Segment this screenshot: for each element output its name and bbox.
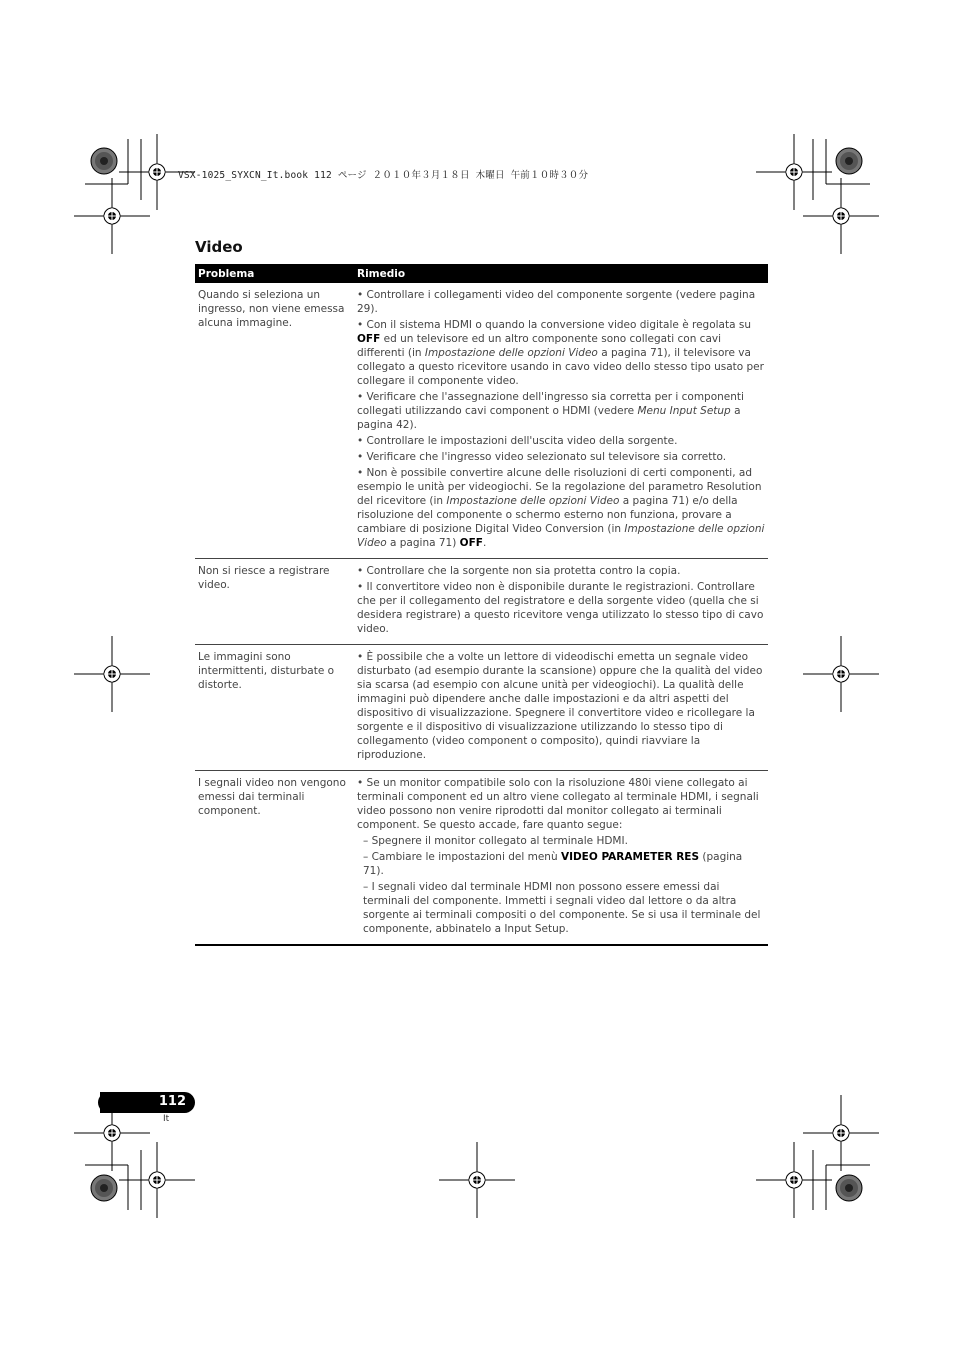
remedy-item: – I segnali video dal terminale HDMI non possono essere emessi dai terminali del componente. Immetti i segnali video dal lettore o da altra sorgente ai terminali compositi o del componente. Se si usa il terminale del componente, abbinatelo a Input Setup. [363,881,761,935]
table-header-row [195,264,768,283]
page-language: It [163,1114,170,1124]
column-header-problem: Problema [195,264,354,283]
page-number: 112 [158,1094,186,1109]
remedy-cell [354,771,768,946]
table-row [195,283,768,559]
problem-cell: Non si riesce a registrare video. [195,559,354,645]
problem-cell: I segnali video non vengono emessi dai terminali component. [195,771,354,946]
remedy-item: – Spegnere il monitor collegato al terminale HDMI. [363,835,628,847]
remedy-item: • Controllare le impostazioni dell'uscita video della sorgente. [357,435,678,447]
table-row [195,771,768,946]
remedy-item: • È possibile che a volte un lettore di videodischi emetta un segnale video disturbato (ad esempio durante la scansione) oppure che la qualità del video sia scarsa (ad esempio con alcune unità per videogiochi). La qualità delle immagini può dipendere anche dalle impostazioni e da altri aspetti del dispositivo di visualizzazione. Spegnere il convertitore video e ricollegare la sorgente e il dispositivo di visualizzazione utilizzando lo stesso tipo di collegamento (video component o composito), quindi riavviare la riproduzione. [357,651,763,761]
table-row [195,559,768,645]
remedy-item: • Con il sistema HDMI o quando la conversione video digitale è regolata su OFF ed un televisore ed un altro componente sono collegati con cavi differenti (in Impostazione delle opzioni Video a pagina 71), il televisore va collegato a questo ricevitore usando in cavo video dello stesso tipo usato per collegare il componente video. [357,319,764,387]
remedy-item: • Controllare i collegamenti video del componente sorgente (vedere pagina 29). [357,289,756,315]
table-row [195,645,768,771]
troubleshooting-table [195,264,768,946]
remedy-item: • Controllare che la sorgente non sia protetta contro la copia. [357,565,681,577]
remedy-item: – Cambiare le impostazioni del menù VIDEO PARAMETER RES (pagina 71). [363,851,743,877]
column-header-remedy: Rimedio [354,264,768,283]
remedy-cell [354,645,768,771]
remedy-item: • Non è possibile convertire alcune delle risoluzioni di certi componenti, ad esempio le unità per videogiochi. Se la regolazione del parametro Resolution del ricevitore (in Impostazione delle opzioni Video a pagina 71) e/o della risoluzione del componente o schermo esterno non funziona, provare a cambiare di posizione Digital Video Conversion (in Impostazione delle opzioni Video a pagina 71) OFF. [357,467,765,549]
remedy-item: • Verificare che l'ingresso video selezionato sul televisore sia corretto. [357,451,727,463]
print-file-info: VSX-1025_SYXCN_It.book 112 ページ ２０１０年３月１８日 木曜日 午前１０時３０分 [178,170,589,181]
problem-cell: Quando si seleziona un ingresso, non viene emessa alcuna immagine. [195,283,354,559]
remedy-item: • Il convertitore video non è disponibile durante le registrazioni. Controllare che per il collegamento del registratore e della sorgente video (quella che si desidera registrare) a questo ricevitore venga utilizzato lo stesso tipo di cavo video. [357,581,764,635]
problem-cell: Le immagini sono intermittenti, disturbate o distorte. [195,645,354,771]
section-title: Video [195,238,243,256]
page-number-tab [100,1092,195,1113]
remedy-cell [354,559,768,645]
remedy-item: • Verificare che l'assegnazione dell'ingresso sia corretta per i componenti collegati utilizzando cavi component o HDMI (vedere Menu Input Setup a pagina 42). [357,391,744,431]
remedy-item: • Se un monitor compatibile solo con la risoluzione 480i viene collegato ai terminali component ed un altro viene collegato al terminale HDMI, i segnali video possono non venire riprodotti dal monitor collegato ai terminali component. Se questo accade, fare quanto segue: [357,777,759,831]
remedy-cell [354,283,768,559]
